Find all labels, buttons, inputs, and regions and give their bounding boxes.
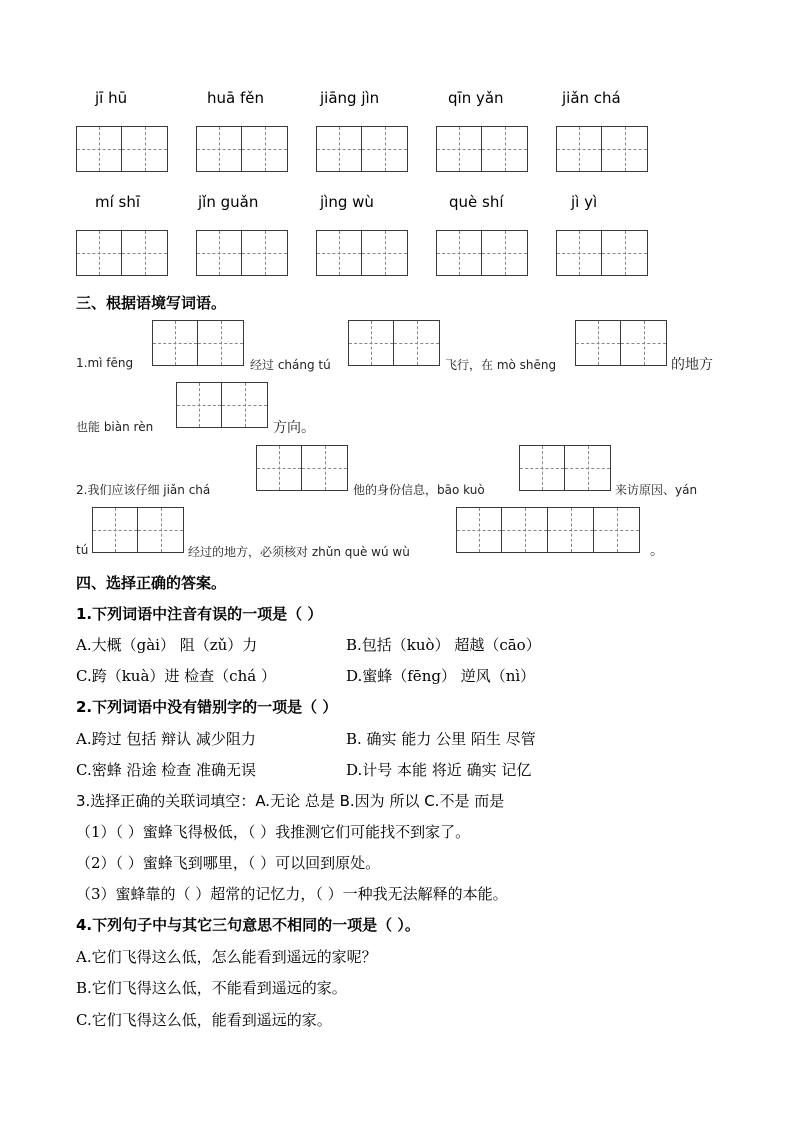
writing-grid[interactable] [556,230,648,276]
writing-grid[interactable] [519,445,611,491]
writing-grid[interactable] [436,126,528,172]
section-4-title: 四、选择正确的答案。 [76,574,227,592]
pinyin-7: jǐn guǎn [198,193,259,211]
section-3-title: 三、根据语境写词语。 [76,294,227,312]
q1-option-b[interactable]: B.包括（kuò） 超越（cāo） [346,636,541,654]
writing-grid[interactable] [316,126,408,172]
q2-option-b[interactable]: B. 确实 能力 公里 陌生 尽管 [346,730,536,748]
writing-grid[interactable] [575,320,667,366]
pinyin-5: jiǎn chá [562,89,621,107]
q1-option-c[interactable]: C.跨（kuà）进 检查（chá ） [76,667,276,685]
writing-grid[interactable] [76,230,168,276]
writing-grid[interactable] [176,382,268,428]
pinyin-2: huā fěn [207,89,264,107]
writing-grid[interactable] [348,320,440,366]
writing-grid[interactable] [456,507,640,553]
writing-grid[interactable] [152,320,244,366]
pinyin-9: què shí [449,193,504,211]
s3-text: tú [76,543,89,557]
q2-option-c[interactable]: C.密蜂 沿途 检查 准确无误 [76,761,257,779]
pinyin-1: jī hū [95,89,128,107]
q2-option-a[interactable]: A.跨过 包括 辩认 减少阻力 [76,730,256,748]
pinyin-3: jiāng jìn [320,89,380,107]
q3-item-1: （1）（ ）蜜蜂飞得极低，（ ）我推测它们可能找不到家了。 [76,823,471,841]
s3-text: 来访原因、yán [615,483,698,497]
writing-grid[interactable] [76,126,168,172]
q4-option-a[interactable]: A.它们飞得这么低，怎么能看到遥远的家呢？ [76,948,377,966]
writing-grid[interactable] [436,230,528,276]
s3-text: 1.mì fēng [76,356,134,370]
q2-option-d[interactable]: D.计号 本能 将近 确实 记亿 [346,761,532,779]
question-4: 4.下列句子中与其它三句意思不相同的一项是（ ）。 [76,916,420,934]
writing-grid[interactable] [196,126,288,172]
writing-grid[interactable] [556,126,648,172]
q1-option-a[interactable]: A.大概（gài） 阻（zǔ）力 [76,636,258,654]
writing-grid[interactable] [316,230,408,276]
q4-option-b[interactable]: B.它们飞得这么低，不能看到遥远的家。 [76,979,347,997]
s3-text: 方向。 [273,420,315,436]
s3-text: 经过的地方，必须核对 zhǔn què wú wù [188,545,410,559]
s3-text: 。 [650,543,664,559]
q3-item-3: （3）蜜蜂靠的（ ）超常的记忆力，（ ）一种我无法解释的本能。 [76,885,508,903]
q4-option-c[interactable]: C.它们飞得这么低，能看到遥远的家。 [76,1011,332,1029]
q3-item-2: （2）（ ）蜜蜂飞到哪里，（ ）可以回到原处。 [76,854,381,872]
s3-text: 的地方 [671,357,713,373]
s3-text: 也能 biàn rèn [76,420,154,434]
question-3: 3.选择正确的关联词填空：A.无论 总是 B.因为 所以 C.不是 而是 [76,792,505,810]
writing-grid[interactable] [256,445,348,491]
s3-text: 经过 cháng tú [250,358,331,372]
q1-option-d[interactable]: D.蜜蜂（fēng） 逆风（nì） [346,667,536,685]
s3-text: 他的身份信息，bāo kuò [353,483,485,497]
writing-grid[interactable] [196,230,288,276]
s3-text: 飞行，在 mò shēng [445,358,557,372]
question-2: 2.下列词语中没有错别字的一项是（ ） [76,698,338,716]
pinyin-8: jìng wù [320,193,374,211]
writing-grid[interactable] [92,507,184,553]
s3-text: 2.我们应该仔细 jiǎn chá [76,483,211,497]
question-1: 1.下列词语中注音有误的一项是（ ） [76,605,323,623]
pinyin-6: mí shī [95,193,141,211]
pinyin-4: qīn yǎn [448,89,504,107]
pinyin-10: jì yì [571,193,598,211]
